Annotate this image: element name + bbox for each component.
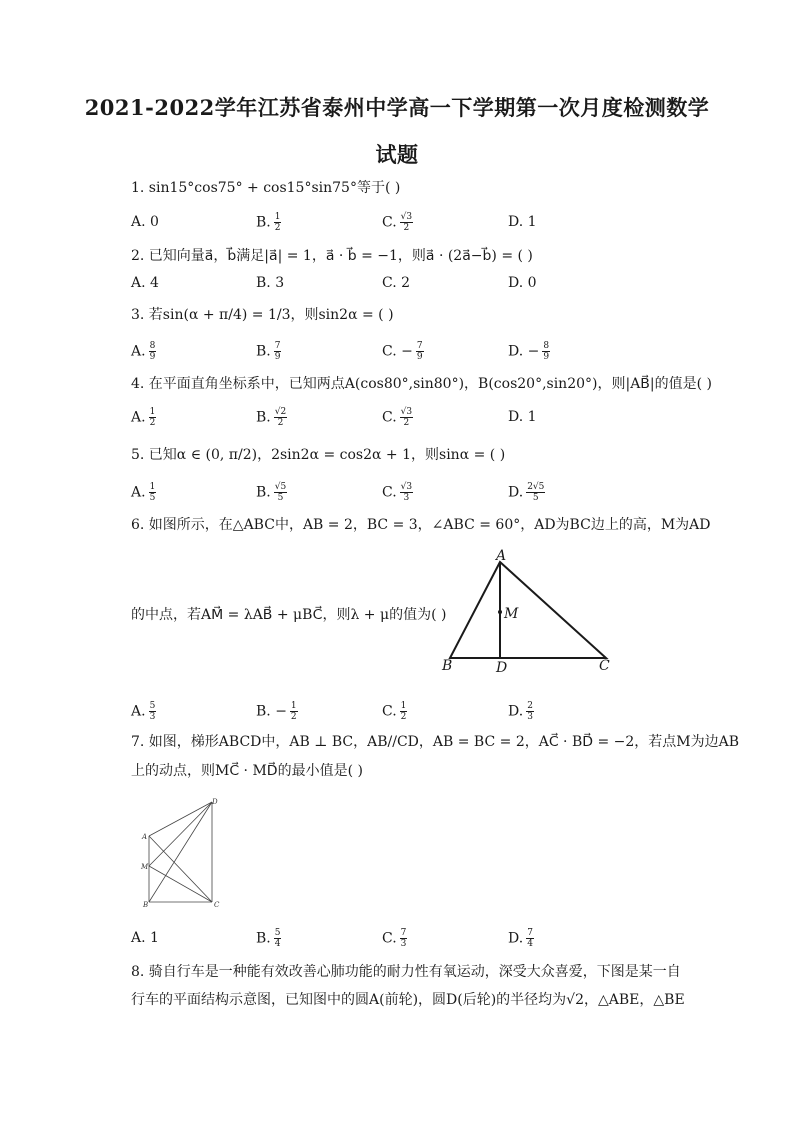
q7-option-c: C. $\frac{7}{3}$ [382,928,407,949]
q3-option-b: B. $\frac{7}{9}$ [256,341,281,362]
q4-option-b: B. $\frac{√2}{2}$ [256,407,287,428]
triangle-abc-outline [450,562,606,658]
label-c: C [214,901,220,909]
q6-option-c: C. $\frac{1}{2}$ [382,701,407,722]
label-b: B [143,901,149,909]
trapezoid-abcd-figure [140,796,226,910]
q2-option-b: B. 3 [256,275,285,291]
q1-option-b: B. $\frac{1}{2}$ [256,212,281,233]
q3-option-a: A. $\frac{8}{9}$ [131,341,156,362]
page-title: 2021-2022学年江苏省泰州中学高一下学期第一次月度检测数学 [84,95,710,120]
midpoint-m-dot [498,610,502,614]
question-2-stem: 2. 已知向量a⃗，b⃗满足|a⃗| = 1，a⃗ · b⃗ = −1，则a⃗ · (2a⃗−b⃗) = ( ) [131,248,533,264]
q5-option-a: A. $\frac{1}{5}$ [131,482,156,503]
q5-option-d: D. $\frac{2√5}{5}$ [508,482,545,503]
page-title-cont: 试题 [375,142,419,167]
q3-option-c: C. − $\frac{7}{9}$ [382,341,423,362]
q6-option-b: B. − $\frac{1}{2}$ [256,701,297,722]
q6-option-d: D. $\frac{2}{3}$ [508,701,533,722]
question-4-stem: 4. 在平面直角坐标系中，已知两点A(cos80°,sin80°)，B(cos20°,sin20°)，则|AB⃗|的值是( ) [131,376,712,392]
question-1-stem: 1. sin15°cos75° + cos15°sin75°等于( ) [131,180,401,196]
label-b: B [442,658,453,674]
question-8-stem-cont: 行车的平面结构示意图，已知图中的圆A(前轮)，圆D(后轮)的半径均为√2，△ABE，△BE [131,992,685,1008]
question-8-stem: 8. 骑自行车是一种能有效改善心肺功能的耐力性有氧运动，深受大众喜爱，下图是某一自 [131,964,681,980]
q1-option-d: D. 1 [508,214,537,230]
triangle-abc-figure [438,548,618,676]
question-6-stem-cont: 的中点，若AM⃗ = λAB⃗ + μBC⃗，则λ + μ的值为( ) [131,607,447,623]
q1-option-a: A. 0 [131,214,159,230]
q2-option-a: A. 4 [131,275,159,291]
q7-option-b: B. $\frac{5}{4}$ [256,928,281,949]
q6-option-a: A. $\frac{5}{3}$ [131,701,156,722]
q5-option-b: B. $\frac{√5}{5}$ [256,482,287,503]
label-a: A [142,833,148,841]
label-m: M [504,606,519,622]
q7-option-a: A. 1 [131,930,159,946]
label-c: C [599,658,610,674]
q4-option-c: C. $\frac{√3}{2}$ [382,407,413,428]
q3-option-d: D. − $\frac{8}{9}$ [508,341,550,362]
q2-option-d: D. 0 [508,275,537,291]
label-d: D [496,660,508,676]
label-a: A [496,548,507,564]
q5-option-c: C. $\frac{√3}{3}$ [382,482,413,503]
q4-option-a: A. $\frac{1}{2}$ [131,407,156,428]
label-d: D [212,798,218,806]
question-3-stem: 3. 若sin(α + π/4) = 1/3，则sin2α = ( ) [131,307,394,323]
question-5-stem: 5. 已知α ∈ (0, π/2)，2sin2α = cos2α + 1，则sinα = ( ) [131,447,506,463]
q7-option-d: D. $\frac{7}{4}$ [508,928,533,949]
question-7-stem: 7. 如图，梯形ABCD中，AB ⊥ BC，AB//CD，AB = BC = 2，AC⃗ · BD⃗ = −2，若点M为边AB [131,734,740,750]
q2-option-c: C. 2 [382,275,411,291]
q1-option-c: C. $\frac{√3}{2}$ [382,212,413,233]
question-7-stem-cont: 上的动点，则MC⃗ · MD⃗的最小值是( ) [131,763,363,779]
label-m: M [141,863,149,871]
question-6-stem: 6. 如图所示，在△ABC中，AB = 2，BC = 3，∠ABC = 60°，AD为BC边上的高，M为AD [131,517,711,533]
q4-option-d: D. 1 [508,409,537,425]
